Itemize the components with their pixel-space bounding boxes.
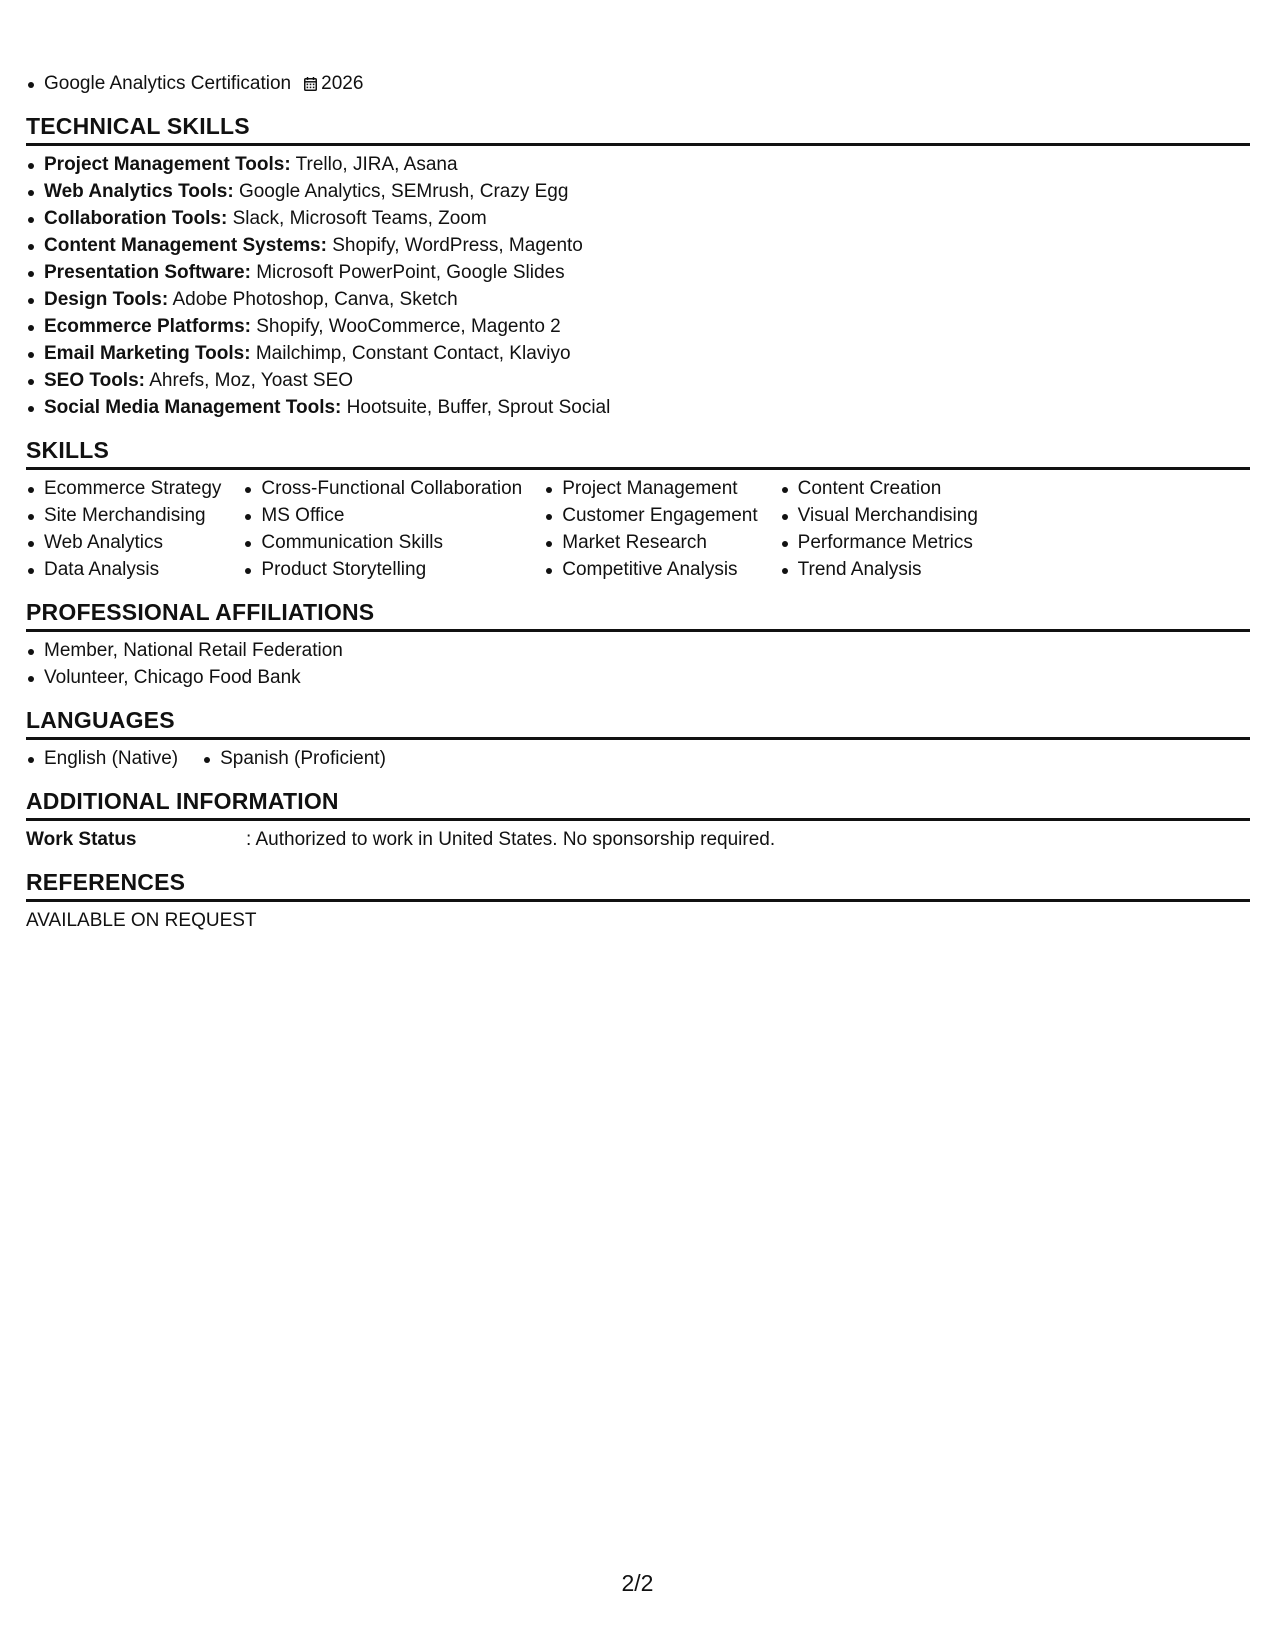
languages-section [26, 706, 1250, 772]
list-item: Performance Metrics [780, 529, 978, 556]
list-item [26, 313, 1250, 340]
list-item: Visual Merchandising [780, 502, 978, 529]
section-title: LANGUAGES [26, 706, 1250, 740]
list-item [26, 178, 1250, 205]
list-item: Competitive Analysis [544, 556, 757, 583]
skill-category-value: Trello, JIRA, Asana [290, 154, 458, 175]
list-item: Trend Analysis [780, 556, 978, 583]
affiliations-list [26, 637, 1250, 691]
skill-category-value: Shopify, WooCommerce, Magento 2 [250, 316, 561, 337]
section-title: TECHNICAL SKILLS [26, 112, 1250, 146]
certifications-list [26, 70, 1250, 97]
skills-column [780, 475, 978, 583]
skill-category-label: SEO Tools: [44, 370, 145, 391]
skill-category-label: Project Management Tools: [44, 154, 291, 175]
languages-list [26, 745, 1250, 772]
list-item: Project Management [544, 475, 757, 502]
section-title: ADDITIONAL INFORMATION [26, 787, 1250, 821]
references-text: AVAILABLE ON REQUEST [26, 910, 257, 931]
skill-category-label: Email Marketing Tools: [44, 343, 251, 364]
section-title: PROFESSIONAL AFFILIATIONS [26, 598, 1250, 632]
list-item [26, 394, 1250, 421]
info-row [26, 826, 1250, 853]
list-item [26, 151, 1250, 178]
skills-column [243, 475, 522, 583]
certification-year: 2026 [321, 73, 364, 94]
list-item: Communication Skills [243, 529, 522, 556]
section-title: REFERENCES [26, 868, 1250, 902]
skill-category-label: Social Media Management Tools: [44, 397, 342, 418]
list-item [26, 259, 1250, 286]
info-label: Work Status [26, 829, 137, 850]
skill-category-label: Web Analytics Tools: [44, 181, 234, 202]
list-item: Cross-Functional Collaboration [243, 475, 522, 502]
skills-section [26, 436, 1250, 583]
skill-category-value: Shopify, WordPress, Magento [326, 235, 583, 256]
skill-category-value: Google Analytics, SEMrush, Crazy Egg [233, 181, 569, 202]
info-value: : Authorized to work in United States. No sponsorship required. [246, 829, 776, 850]
list-item [26, 205, 1250, 232]
skill-category-label: Presentation Software: [44, 262, 251, 283]
skill-category-label: Content Management Systems: [44, 235, 327, 256]
skill-category-label: Ecommerce Platforms: [44, 316, 251, 337]
section-title: SKILLS [26, 436, 1250, 470]
skill-category-label: Design Tools: [44, 289, 169, 310]
list-item: Site Merchandising [26, 502, 221, 529]
skill-category-value: Mailchimp, Constant Contact, Klaviyo [250, 343, 571, 364]
skills-column [544, 475, 757, 583]
list-item: Customer Engagement [544, 502, 757, 529]
list-item: Data Analysis [26, 556, 221, 583]
list-item: Web Analytics [26, 529, 221, 556]
list-item [26, 367, 1250, 394]
list-item [26, 70, 1250, 97]
list-item [26, 232, 1250, 259]
technical-skills-list [26, 151, 1250, 421]
page-number: 2/2 [621, 1570, 654, 1596]
list-item: Product Storytelling [243, 556, 522, 583]
list-item [26, 286, 1250, 313]
skill-category-value: Ahrefs, Moz, Yoast SEO [144, 370, 354, 391]
skill-category-value: Adobe Photoshop, Canva, Sketch [168, 289, 458, 310]
list-item: Volunteer, Chicago Food Bank [26, 664, 1250, 691]
certification-name: Google Analytics Certification [44, 73, 292, 94]
calendar-icon [304, 77, 317, 91]
list-item: Market Research [544, 529, 757, 556]
skills-grid [26, 475, 1250, 583]
references-section [26, 868, 1250, 934]
list-item: English (Native) [26, 745, 178, 772]
list-item: Member, National Retail Federation [26, 637, 1250, 664]
skill-category-value: Hootsuite, Buffer, Sprout Social [341, 397, 611, 418]
list-item: Spanish (Proficient) [202, 745, 386, 772]
resume-page [26, 70, 1250, 934]
list-item: Ecommerce Strategy [26, 475, 221, 502]
list-item: MS Office [243, 502, 522, 529]
skill-category-value: Slack, Microsoft Teams, Zoom [227, 208, 487, 229]
list-item: Content Creation [780, 475, 978, 502]
skills-column [26, 475, 221, 583]
skill-category-value: Microsoft PowerPoint, Google Slides [250, 262, 565, 283]
list-item [26, 340, 1250, 367]
technical-skills-section [26, 112, 1250, 421]
skill-category-label: Collaboration Tools: [44, 208, 228, 229]
affiliations-section [26, 598, 1250, 691]
additional-info-section [26, 787, 1250, 853]
